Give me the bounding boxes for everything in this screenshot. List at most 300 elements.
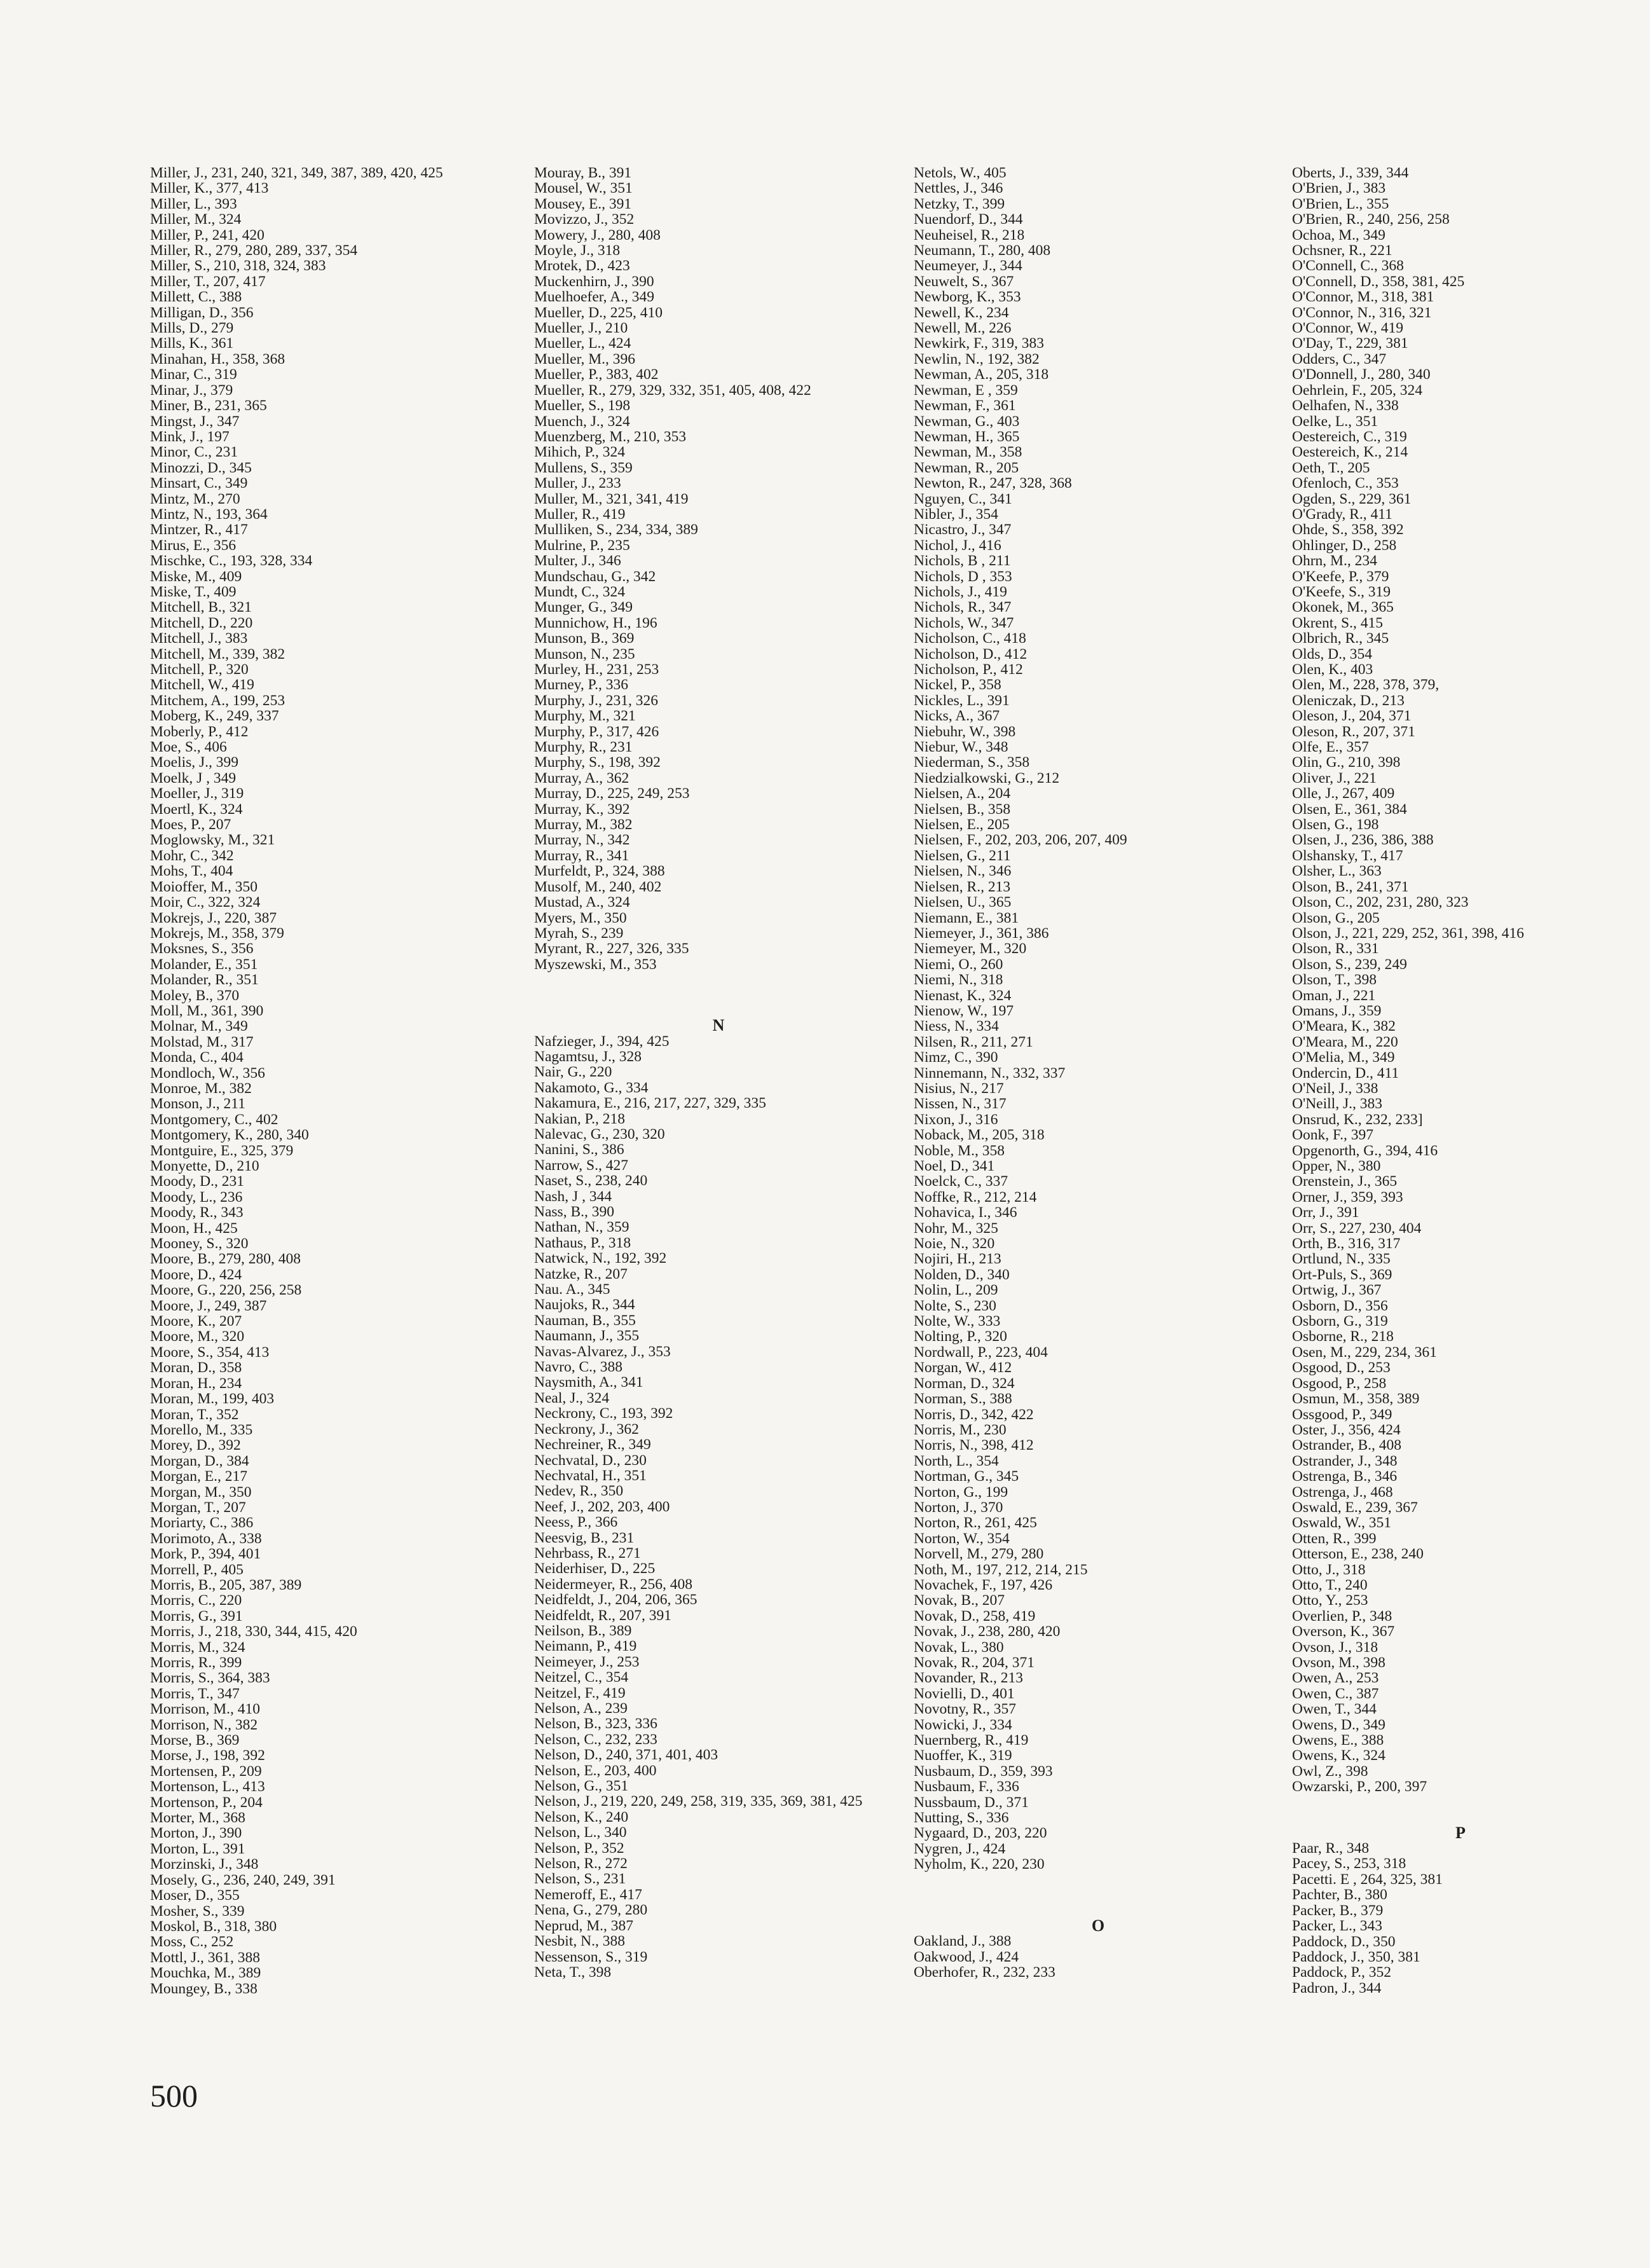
index-entry: Oestereich, K., 214 [1292, 444, 1408, 461]
index-entry: Nichols, B , 211 [914, 553, 1011, 570]
index-entry: Murray, N., 342 [534, 832, 630, 849]
index-entry: Moody, D., 231 [150, 1173, 244, 1190]
index-entry: Moore, M., 320 [150, 1328, 245, 1345]
index-entry: Newkirk, F., 319, 383 [914, 335, 1045, 352]
index-entry: Myers, M., 350 [534, 909, 627, 926]
index-entry: Mortensen, P., 209 [150, 1763, 262, 1780]
index-entry: Nicholson, D., 412 [914, 645, 1028, 663]
index-entry: Nusbaum, F., 336 [914, 1778, 1019, 1796]
index-entry: Mihich, P., 324 [534, 444, 625, 461]
index-entry: Niemeyer, M., 320 [914, 940, 1027, 958]
index-entry: Munson, B., 369 [534, 630, 635, 647]
index-entry: Moes, P., 207 [150, 816, 231, 834]
index-entry: Moksnes, S., 356 [150, 940, 254, 958]
index-column-1 [150, 165, 519, 1997]
index-entry: Murray, D., 225, 249, 253 [534, 785, 690, 802]
index-entry: Mueller, P., 383, 402 [534, 366, 659, 383]
index-entry: Mousel, W., 351 [534, 180, 633, 197]
index-entry: Nemeroff, E., 417 [534, 1886, 642, 1903]
index-entry: Mitchell, P., 320 [150, 661, 249, 678]
index-entry: Olsen, G., 198 [1292, 816, 1379, 834]
index-entry: Morrison, N., 382 [150, 1716, 258, 1733]
index-entry: Ossgood, P., 349 [1292, 1406, 1392, 1423]
index-column-4 [1292, 165, 1629, 1996]
index-entry: Mooney, S., 320 [150, 1235, 249, 1253]
index-entry: Noble, M., 358 [914, 1142, 1005, 1159]
index-entry: Nedev, R., 350 [534, 1483, 624, 1500]
index-entry: Olson, R., 331 [1292, 940, 1379, 958]
index-entry: Nelson, J., 219, 220, 249, 258, 319, 335, 369, 381, 425 [534, 1793, 863, 1810]
index-entry: Otten, R., 399 [1292, 1530, 1377, 1547]
index-entry: Olson, J., 221, 229, 252, 361, 398, 416 [1292, 924, 1524, 942]
index-entry: Oeth, T., 205 [1292, 459, 1370, 476]
index-entry: Morey, D., 392 [150, 1437, 241, 1454]
index-entry: Norton, G., 199 [914, 1483, 1008, 1501]
index-entry: Nolin, L., 209 [914, 1282, 998, 1299]
index-entry: Murray, K., 392 [534, 801, 630, 818]
index-entry: Mustad, A., 324 [534, 894, 630, 911]
index-entry: Monyette, D., 210 [150, 1158, 259, 1174]
index-entry: Morse, J., 198, 392 [150, 1747, 265, 1764]
index-entry: Newman, F., 361 [914, 397, 1016, 415]
index-entry: Morgan, D., 384 [150, 1452, 249, 1469]
index-entry: Murphy, P., 317, 426 [534, 723, 659, 740]
index-entry: Nielsen, A., 204 [914, 785, 1011, 802]
index-entry: Mintz, M., 270 [150, 490, 240, 507]
index-entry: Nichols, R., 347 [914, 599, 1012, 616]
index-entry: O'Brien, R., 240, 256, 258 [1292, 211, 1450, 228]
index-entry: Morter, M., 368 [150, 1810, 245, 1827]
index-entry: Montgomery, K., 280, 340 [150, 1127, 309, 1144]
index-entry: Olds, D., 354 [1292, 645, 1372, 663]
index-entry: Ninnemann, N., 332, 337 [914, 1064, 1066, 1082]
index-entry: Nena, G., 279, 280 [534, 1902, 648, 1919]
index-entry: Morris, T., 347 [150, 1685, 240, 1702]
index-entry: Mundschau, G., 342 [534, 568, 656, 585]
index-entry: Minozzi, D., 345 [150, 459, 252, 476]
index-entry: Mitchell, B., 321 [150, 599, 252, 616]
index-entry: Mouray, B., 391 [534, 165, 632, 181]
index-entry: Norris, D., 342, 422 [914, 1406, 1034, 1423]
index-entry: Mingst, J., 347 [150, 413, 240, 430]
index-entry: Nisius, N., 217 [914, 1080, 1004, 1097]
spacer [1292, 1795, 1629, 1825]
index-entry: Morgan, M., 350 [150, 1483, 252, 1501]
index-entry: Muller, R., 419 [534, 505, 626, 523]
index-entry: Olshansky, T., 417 [1292, 847, 1403, 864]
index-entry: Niemi, N., 318 [914, 972, 1003, 989]
index-entry: Oestereich, C., 319 [1292, 428, 1407, 445]
index-entry: Mohr, C., 342 [150, 847, 234, 864]
index-entry: Nechvatal, D., 230 [534, 1452, 647, 1469]
index-entry: Novotny, R., 357 [914, 1701, 1017, 1718]
index-entry: O'Day, T., 229, 381 [1292, 335, 1408, 352]
index-entry: Nagamtsu, J., 328 [534, 1048, 642, 1065]
index-entry: Mintz, N., 193, 364 [150, 505, 268, 523]
index-entry: Nolden, D., 340 [914, 1266, 1010, 1283]
index-entry: Musolf, M., 240, 402 [534, 878, 662, 895]
index-entry: Neimeyer, J., 253 [534, 1653, 640, 1670]
index-entry: Moberg, K., 249, 337 [150, 708, 279, 725]
index-entry: Osborn, G., 319 [1292, 1313, 1388, 1330]
index-entry: Neiderhiser, D., 225 [534, 1560, 656, 1577]
index-entry: Montguire, E., 325, 379 [150, 1142, 294, 1159]
index-entry: Neumeyer, J., 344 [914, 258, 1022, 275]
index-entry: Novak, R., 204, 371 [914, 1654, 1035, 1671]
index-entry: O'Donnell, J., 280, 340 [1292, 366, 1431, 383]
index-entry: Myrant, R., 227, 326, 335 [534, 940, 689, 958]
index-entry: Oonk, F., 397 [1292, 1127, 1374, 1144]
index-entry: Newman, H., 365 [914, 428, 1020, 445]
index-entry: Nesbit, N., 388 [534, 1933, 625, 1950]
index-entry: Newman, G., 403 [914, 413, 1020, 430]
index-entry: Ort-Puls, S., 369 [1292, 1266, 1392, 1283]
index-entry: Moon, H., 425 [150, 1220, 238, 1237]
index-entry: Oberts, J., 339, 344 [1292, 165, 1409, 181]
index-entry: Olen, K., 403 [1292, 661, 1373, 678]
index-entry: Moore, K., 207 [150, 1313, 242, 1330]
index-entry: Ohrn, M., 234 [1292, 553, 1377, 570]
index-entry: Nauman, B., 355 [534, 1312, 636, 1329]
index-entry: Ochsner, R., 221 [1292, 242, 1392, 259]
index-entry: Neitzel, F., 419 [534, 1684, 626, 1701]
index-entry: Nicks, A., 367 [914, 708, 1000, 725]
index-entry: Monda, C., 404 [150, 1049, 244, 1066]
index-entry: Norgan, W., 412 [914, 1359, 1012, 1377]
index-entry: Nessenson, S., 319 [534, 1948, 648, 1965]
index-entry: Ortwig, J., 367 [1292, 1282, 1382, 1299]
index-entry: Okonek, M., 365 [1292, 599, 1394, 616]
index-entry: Norman, D., 324 [914, 1375, 1015, 1392]
index-entry: Nass, B., 390 [534, 1204, 614, 1220]
index-entry: Natwick, N., 192, 392 [534, 1250, 667, 1267]
index-entry: Morris, B., 205, 387, 389 [150, 1576, 302, 1593]
index-entry: Orth, B., 316, 317 [1292, 1235, 1401, 1253]
index-entry: Osen, M., 229, 234, 361 [1292, 1344, 1437, 1361]
index-entry: Novak, B., 207 [914, 1592, 1005, 1609]
index-entry: Oliver, J., 221 [1292, 769, 1377, 787]
index-entry: Morris, S., 364, 383 [150, 1670, 270, 1687]
index-entry: Orner, J., 359, 393 [1292, 1188, 1403, 1206]
index-entry: Moyle, J., 318 [534, 242, 621, 259]
index-entry: Novachek, F., 197, 426 [914, 1576, 1053, 1593]
index-entry: Nygren, J., 424 [914, 1840, 1006, 1857]
index-entry: Newman, A., 205, 318 [914, 366, 1049, 383]
index-entry: Nanini, S., 386 [534, 1141, 624, 1158]
index-entry: Mitchell, J., 383 [150, 630, 248, 647]
index-entry: Mitchell, M., 339, 382 [150, 645, 285, 663]
index-entry: Packer, B., 379 [1292, 1902, 1384, 1919]
index-entry: Naysmith, A., 341 [534, 1374, 643, 1391]
index-entry: Oster, J., 356, 424 [1292, 1421, 1401, 1438]
index-entry: Novander, R., 213 [914, 1670, 1024, 1687]
index-entry: Murray, R., 341 [534, 847, 629, 864]
index-entry: Munnichow, H., 196 [534, 614, 657, 631]
index-entry: Murney, P., 336 [534, 677, 628, 694]
index-entry: Nilsen, R., 211, 271 [914, 1033, 1033, 1050]
index-entry: O'Connell, C., 368 [1292, 258, 1404, 275]
index-entry: Nielsen, G., 211 [914, 847, 1011, 864]
index-entry: Murphy, S., 198, 392 [534, 754, 661, 771]
index-entry: Miller, S., 210, 318, 324, 383 [150, 258, 326, 275]
index-entry: Mulliken, S., 234, 334, 389 [534, 521, 698, 539]
index-entry: Natzke, R., 207 [534, 1265, 628, 1282]
index-entry: Nusbaum, D., 359, 393 [914, 1763, 1053, 1780]
index-entry: Naumann, J., 355 [534, 1328, 640, 1345]
index-entry: Miske, M., 409 [150, 568, 242, 585]
index-entry: Neuwelt, S., 367 [914, 273, 1014, 290]
index-entry: Norman, S., 388 [914, 1391, 1012, 1408]
index-entry: Nathaus, P., 318 [534, 1234, 631, 1251]
index-entry: Moody, R., 343 [150, 1204, 244, 1221]
index-entry: Okrent, S., 415 [1292, 614, 1383, 631]
index-entry: Multer, J., 346 [534, 553, 621, 570]
index-entry: Nash, J , 344 [534, 1188, 612, 1205]
index-entry: Mintzer, R., 417 [150, 521, 248, 539]
index-entry: Nakian, P., 218 [534, 1110, 625, 1127]
index-entry: Newborg, K., 353 [914, 289, 1021, 306]
index-entry: Mokrejs, J., 220, 387 [150, 909, 277, 926]
index-entry: Morrison, M., 410 [150, 1701, 260, 1718]
index-entry: Nygaard, D., 203, 220 [914, 1825, 1047, 1842]
index-entry: Nelson, B., 323, 336 [534, 1715, 657, 1733]
index-entry: Muench, J., 324 [534, 413, 630, 430]
index-entry: Miller, T., 207, 417 [150, 273, 266, 290]
index-entry: Mitchell, W., 419 [150, 677, 254, 694]
index-entry: O'Meara, K., 382 [1292, 1018, 1396, 1035]
index-entry: Norton, R., 261, 425 [914, 1515, 1037, 1532]
index-entry: Mouchka, M., 389 [150, 1965, 261, 1982]
index-entry: Neef, J., 202, 203, 400 [534, 1498, 670, 1515]
index-column-2 [534, 165, 903, 1980]
index-entry: Olsen, E., 361, 384 [1292, 801, 1407, 818]
index-entry: Mrotek, D., 423 [534, 258, 630, 275]
index-entry: Minahan, H., 358, 368 [150, 350, 285, 368]
index-entry: Myszewski, M., 353 [534, 956, 657, 973]
index-entry: Oelke, L., 351 [1292, 413, 1378, 430]
index-entry: Nordwall, P., 223, 404 [914, 1344, 1048, 1361]
index-entry: Novak, L., 380 [914, 1639, 1004, 1656]
index-entry: Ochoa, M., 349 [1292, 226, 1385, 244]
index-entry: Olle, J., 267, 409 [1292, 785, 1395, 802]
index-entry: Niedzialkowski, G., 212 [914, 769, 1060, 787]
index-entry: Nielsen, B., 358 [914, 801, 1011, 818]
index-entry: Owzarski, P., 200, 397 [1292, 1778, 1427, 1796]
index-entry: Nguyen, C., 341 [914, 490, 1012, 507]
index-entry: Moore, G., 220, 256, 258 [150, 1282, 302, 1299]
index-entry: Moran, H., 234 [150, 1375, 242, 1392]
index-entry: Newman, R., 205 [914, 459, 1019, 476]
index-entry: Morrell, P., 405 [150, 1561, 244, 1578]
index-entry: Monroe, M., 382 [150, 1080, 252, 1097]
index-entry: Nowicki, J., 334 [914, 1716, 1012, 1733]
index-entry: Osmun, M., 358, 389 [1292, 1391, 1420, 1408]
index-entry: Mondloch, W., 356 [150, 1064, 265, 1082]
index-entry: Ostrenga, B., 346 [1292, 1468, 1398, 1485]
index-entry: Oleson, R., 207, 371 [1292, 723, 1415, 740]
index-entry: Moss, C., 252 [150, 1934, 234, 1951]
index-entry: Nuendorf, D., 344 [914, 211, 1023, 228]
index-entry: Noth, M., 197, 212, 214, 215 [914, 1561, 1088, 1578]
index-entry: Oleson, J., 204, 371 [1292, 708, 1412, 725]
index-entry: Morimoto, A., 338 [150, 1530, 262, 1547]
index-entry: Miller, J., 231, 240, 321, 349, 387, 389, 420, 425 [150, 165, 443, 181]
index-entry: Mortenson, L., 413 [150, 1778, 265, 1796]
index-entry: Moeller, J., 319 [150, 785, 244, 802]
index-entry: Nohr, M., 325 [914, 1220, 998, 1237]
index-entry: Omans, J., 359 [1292, 1002, 1382, 1019]
index-entry: Nechvatal, H., 351 [534, 1467, 647, 1484]
index-entry: Norris, M., 230 [914, 1421, 1007, 1438]
index-entry: Nakamoto, G., 334 [534, 1079, 649, 1096]
index-entry: Morton, J., 390 [150, 1825, 242, 1842]
index-entry: Nichols, W., 347 [914, 614, 1014, 631]
index-entry: Moungey, B., 338 [150, 1980, 258, 1997]
section-letter-heading: N [712, 1016, 725, 1035]
index-entry: Nuernberg, R., 419 [914, 1732, 1029, 1749]
index-entry: Olson, G., 205 [1292, 909, 1380, 926]
index-entry: Nafzieger, J., 394, 425 [534, 1033, 670, 1050]
index-entry: Molnar, M., 349 [150, 1018, 248, 1035]
index-entry: Muenzberg, M., 210, 353 [534, 428, 687, 445]
index-entry: Monson, J., 211 [150, 1096, 245, 1113]
index-entry: O'Melia, M., 349 [1292, 1049, 1395, 1066]
index-entry: Nicastro, J., 347 [914, 521, 1012, 539]
index-entry: Mousey, E., 391 [534, 195, 632, 212]
index-entry: Murray, A., 362 [534, 769, 629, 787]
index-entry: Ostrander, B., 408 [1292, 1437, 1402, 1454]
index-entry: Navas-Alvarez, J., 353 [534, 1343, 671, 1360]
index-entry: Nolte, S., 230 [914, 1297, 996, 1314]
index-entry: Muelhoefer, A., 349 [534, 289, 654, 306]
index-entry: O'Connor, M., 318, 381 [1292, 289, 1434, 306]
index-entry: Opgenorth, G., 394, 416 [1292, 1142, 1438, 1159]
index-entry: Mueller, S., 198 [534, 397, 631, 415]
index-entry: Novak, D., 258, 419 [914, 1607, 1036, 1625]
index-entry: Moskol, B., 318, 380 [150, 1918, 277, 1935]
index-entry: Moran, M., 199, 403 [150, 1391, 275, 1408]
index-entry: Moelis, J., 399 [150, 754, 239, 771]
index-entry: Nichol, J., 416 [914, 537, 1001, 554]
index-entry: Oakwood, J., 424 [914, 1948, 1019, 1965]
index-entry: Nolte, W., 333 [914, 1313, 1001, 1330]
index-entry: Murray, M., 382 [534, 816, 633, 834]
index-entry: Owl, Z., 398 [1292, 1763, 1368, 1780]
index-entry: Nienow, W., 197 [914, 1002, 1014, 1019]
index-entry: O'Connor, W., 419 [1292, 320, 1403, 337]
index-entry: Nibler, J., 354 [914, 505, 998, 523]
index-entry: Munger, G., 349 [534, 599, 633, 616]
index-entry: Pacetti. E , 264, 325, 381 [1292, 1871, 1443, 1888]
index-entry: Olen, M., 228, 378, 379, [1292, 677, 1440, 694]
index-entry: Morris, G., 391 [150, 1607, 243, 1625]
index-entry: Muller, M., 321, 341, 419 [534, 490, 689, 507]
index-entry: Orr, S., 227, 230, 404 [1292, 1220, 1422, 1237]
index-entry: O'Neil, J., 338 [1292, 1080, 1378, 1097]
index-entry: Ohde, S., 358, 392 [1292, 521, 1404, 539]
index-entry: Munson, N., 235 [534, 645, 635, 663]
index-entry: Miller, K., 377, 413 [150, 180, 269, 197]
index-entry: Newlin, N., 192, 382 [914, 350, 1040, 368]
index-entry: Nielsen, N., 346 [914, 863, 1012, 880]
index-entry: Nelson, E., 203, 400 [534, 1762, 657, 1779]
index-entry: Ovson, J., 318 [1292, 1639, 1378, 1656]
index-entry: Nechreiner, R., 349 [534, 1436, 651, 1454]
index-entry: O'Connor, N., 316, 321 [1292, 304, 1432, 321]
index-entry: Moglowsky, M., 321 [150, 832, 275, 849]
index-entry: Nehrbass, R., 271 [534, 1544, 641, 1562]
index-entry: Navro, C., 388 [534, 1359, 623, 1376]
index-entry: Nair, G., 220 [534, 1064, 612, 1081]
index-entry: Otterson, E., 238, 240 [1292, 1546, 1424, 1563]
index-entry: Oehrlein, F., 205, 324 [1292, 381, 1423, 399]
index-entry: Mullens, S., 359 [534, 459, 633, 476]
index-entry: Nienast, K., 324 [914, 987, 1012, 1004]
index-entry: Nathan, N., 359 [534, 1219, 629, 1236]
index-entry: Naujoks, R., 344 [534, 1296, 635, 1314]
index-entry: Olson, B., 241, 371 [1292, 878, 1409, 895]
index-entry: Moll, M., 361, 390 [150, 1002, 264, 1019]
index-entry: Molander, E., 351 [150, 956, 258, 973]
index-entry: Newell, K., 234 [914, 304, 1009, 321]
index-entry: Mueller, R., 279, 329, 332, 351, 405, 408, 422 [534, 381, 811, 399]
index-entry: Minsart, C., 349 [150, 475, 248, 492]
index-entry: Overson, K., 367 [1292, 1623, 1395, 1640]
index-entry: Ostrander, J., 348 [1292, 1452, 1398, 1469]
index-entry: Moran, D., 358 [150, 1359, 242, 1377]
index-entry: Moriarty, C., 386 [150, 1515, 254, 1532]
index-entry: Niebur, W., 348 [914, 739, 1008, 756]
index-entry: Onsrud, K., 232, 233] [1292, 1111, 1423, 1128]
index-entry: Olin, G., 210, 398 [1292, 754, 1401, 771]
index-entry: Moore, D., 424 [150, 1266, 242, 1283]
index-entry: Morgan, T., 207 [150, 1499, 246, 1516]
index-entry: O'Grady, R., 411 [1292, 505, 1392, 523]
index-entry: Mischke, C., 193, 328, 334 [150, 553, 313, 570]
index-entry: Morris, C., 220 [150, 1592, 242, 1609]
index-entry: Millett, C., 388 [150, 289, 242, 306]
index-entry: Pacey, S., 253, 318 [1292, 1855, 1406, 1873]
index-entry: Neckrony, J., 362 [534, 1420, 639, 1438]
index-entry: Ogden, S., 229, 361 [1292, 490, 1412, 507]
index-entry: Packer, L., 343 [1292, 1918, 1382, 1935]
index-entry: Nelson, R., 272 [534, 1855, 628, 1873]
index-entry: Ohlinger, D., 258 [1292, 537, 1397, 554]
index-entry: Overlien, P., 348 [1292, 1607, 1392, 1625]
index-entry: Nolting, P., 320 [914, 1328, 1007, 1345]
index-entry: Nixon, J., 316 [914, 1111, 998, 1128]
index-entry: O'Meara, M., 220 [1292, 1033, 1398, 1050]
index-entry: Neesvig, B., 231 [534, 1529, 635, 1546]
index-entry: Olsher, L., 363 [1292, 863, 1382, 880]
index-entry: Nichols, J., 419 [914, 583, 1007, 600]
index-entry: Otto, J., 318 [1292, 1561, 1366, 1578]
index-entry: Olbrich, R., 345 [1292, 630, 1389, 647]
index-entry: Owen, C., 387 [1292, 1685, 1379, 1702]
index-entry: Odders, C., 347 [1292, 350, 1387, 368]
index-entry: O'Neill, J., 383 [1292, 1096, 1382, 1113]
index-entry: O'Brien, L., 355 [1292, 195, 1389, 212]
index-entry: Morello, M., 335 [150, 1421, 253, 1438]
index-entry: Olsen, J., 236, 386, 388 [1292, 832, 1434, 849]
index-entry: Niemann, E., 381 [914, 909, 1019, 926]
index-entry: Ondercin, D., 411 [1292, 1064, 1399, 1082]
index-entry: Moberly, P., 412 [150, 723, 249, 740]
index-entry: Orr, J., 391 [1292, 1204, 1359, 1221]
index-entry: Moore, S., 354, 413 [150, 1344, 270, 1361]
index-entry: Morris, M., 324 [150, 1639, 245, 1656]
index-entry: Miner, B., 231, 365 [150, 397, 267, 415]
